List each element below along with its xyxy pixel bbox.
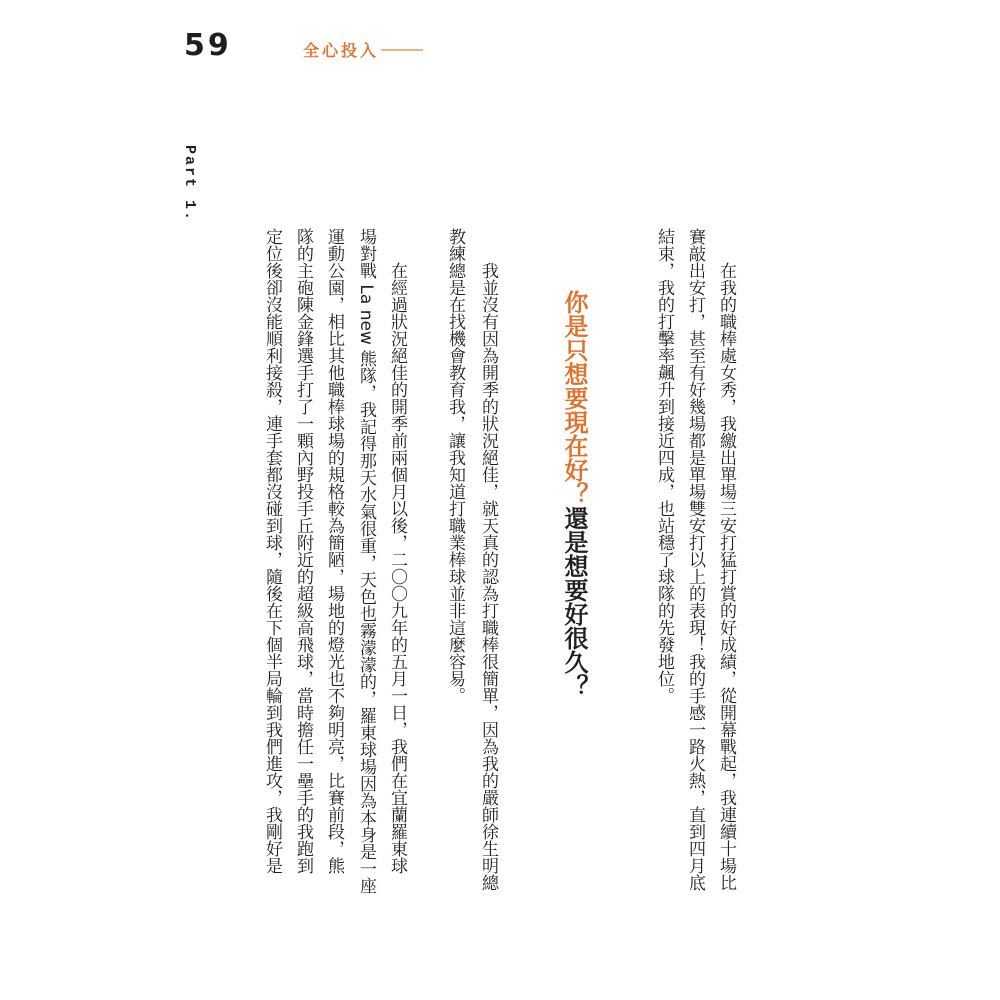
- paragraph-1-line-1: 在我的職棒處女秀，我繳出單場三安打猛打賞的好成績，從開幕戰起，我連續十場比: [716, 228, 736, 891]
- page-number: 59: [184, 28, 232, 63]
- paragraph-2-line-1: 我並沒有因為開季的狀況絕佳，就天真的認為打職棒很簡單，因為我的嚴師徐生明總: [478, 228, 498, 891]
- chapter-title: [303, 38, 423, 61]
- section-heading-highlight: 你是只想要現在好？: [560, 290, 588, 506]
- section-heading: [561, 290, 587, 698]
- paragraph-1-line-3: 結束，我的打擊率飆升到接近四成，也站穩了球隊的先發地位。: [654, 228, 674, 704]
- chapter-title-text: 全心投入: [303, 41, 380, 60]
- paragraph-3-line-2: 場對戰 La new 熊隊，我記得那天水氣很重，天色也霧濛濛的，羅東球場因為本身是一座: [356, 228, 376, 895]
- paragraph-3-line-5: 定位後卻沒能順利接殺，連手套都沒碰到球，隨後在下個半局輪到我們進攻，我剛好是: [262, 228, 282, 874]
- paragraph-1-line-2: 賽敲出安打，甚至有好幾場都是單場雙安打以上的表現！我的手感一路火熱，直到四月底: [685, 228, 705, 891]
- paragraph-3-line-4: 隊的主砲陳金鋒選手打了一顆內野投手丘附近的超級高飛球，當時擔任一壘手的我跑到: [293, 228, 313, 874]
- part-label: Part 1.: [181, 145, 198, 223]
- section-heading-rest: 還是想要好很久？: [560, 506, 588, 698]
- paragraph-2-line-2: 教練總是在找機會教育我，讓我知道打職業棒球並非這麼容易。: [445, 228, 465, 704]
- chapter-rule: [381, 49, 423, 51]
- paragraph-3-line-3: 運動公園，相比其他職棒球場的規格較為簡陋，場地的燈光也不夠明亮，比賽前段，熊: [324, 228, 344, 874]
- paragraph-3-line-1: 在經過狀況絕佳的開季前兩個月以後，二〇〇九年的五月一日，我們在宜蘭羅東球: [387, 228, 407, 874]
